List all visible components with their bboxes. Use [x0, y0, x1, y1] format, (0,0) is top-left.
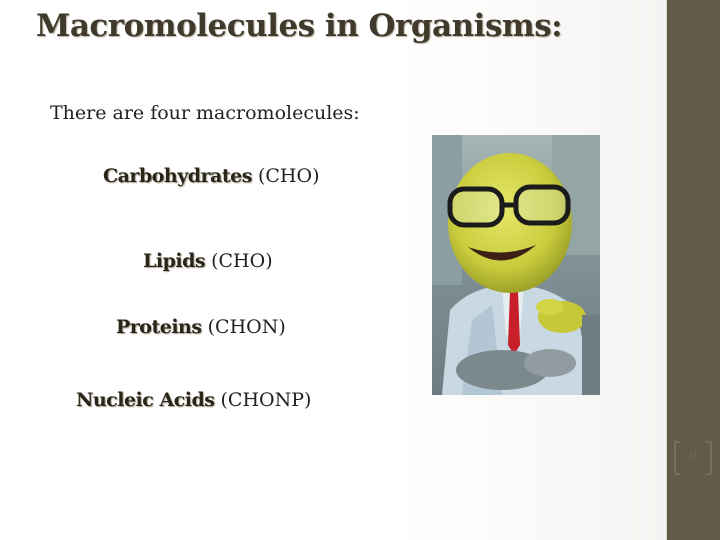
macromolecule-formula: (CHO)	[211, 250, 273, 272]
slide-title: Macromolecules in Organisms:	[36, 8, 563, 44]
macromolecule-formula: (CHONP)	[220, 389, 312, 411]
side-bar-edge	[666, 0, 667, 540]
macromolecule-proteins	[116, 316, 286, 338]
macromolecule-carbohydrates	[103, 165, 320, 187]
muppet-scientist-illustration	[432, 135, 600, 395]
macromolecule-formula: (CHO)	[257, 165, 320, 187]
intro-text: There are four macromolecules:	[50, 102, 360, 124]
macromolecule-name: Nucleic Acids	[76, 389, 215, 411]
macromolecule-lipids	[143, 250, 273, 272]
macromolecule-name: Carbohydrates	[103, 165, 252, 187]
macromolecule-name: Lipids	[143, 250, 206, 272]
macromolecule-name: Proteins	[116, 316, 202, 338]
muppet-scientist-photo	[432, 135, 600, 395]
macromolecule-formula: (CHON)	[207, 316, 286, 338]
page-number: 9	[688, 448, 698, 463]
macromolecule-nucleic-acids	[76, 389, 311, 411]
